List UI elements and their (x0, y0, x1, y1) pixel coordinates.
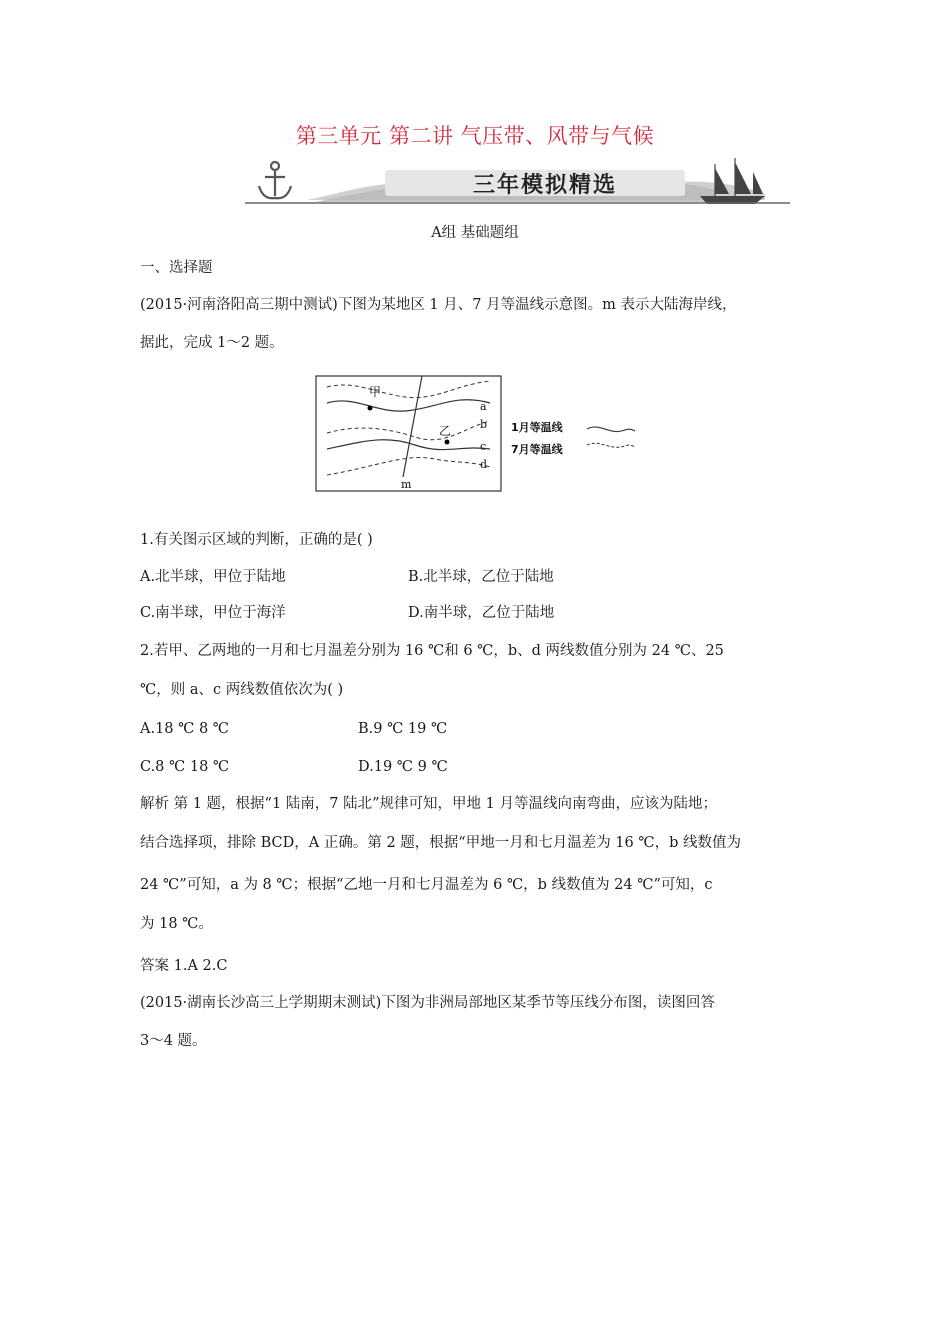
label-jia: 甲 (369, 385, 382, 399)
answer-line: 答案 1.A 2.C (140, 958, 228, 974)
q2-option-a: A.18 ℃ 8 ℃ (140, 721, 230, 737)
label-d: d (480, 458, 488, 471)
q1-option-a: A.北半球，甲位于陆地 (140, 569, 286, 585)
q2-stem-line2: ℃，则 a、c 两线数值依次为( ) (140, 682, 344, 698)
section-banner (245, 156, 790, 208)
point-jia (368, 406, 373, 411)
part-title: 一、选择题 (140, 260, 213, 276)
intro2-line1: (2015·湖南长沙高三上学期期末测试)下图为非洲局部地区某季节等压线分布图，读图回答 (140, 995, 715, 1011)
analysis-line2: 结合选择项，排除 BCD，A 正确。第 2 题，根据“甲地一月和七月温差为 16 ℃，b 线数值为 (140, 835, 741, 851)
analysis-line1: 解析 第 1 题，根据“1 陆南，7 陆北”规律可知，甲地 1 月等温线向南弯曲，应该为陆地； (140, 796, 717, 812)
q1-option-b: B.北半球，乙位于陆地 (408, 569, 554, 585)
group-title: A组 基础题组 (431, 225, 519, 241)
label-b: b (480, 418, 488, 431)
legend-jan-line (587, 427, 635, 432)
map-frame (316, 376, 501, 491)
q1-stem: 1.有关图示区域的判断，正确的是( ) (140, 532, 373, 548)
legend-jul-line (587, 443, 635, 447)
intro1-line1: (2015·河南洛阳高三期中测试)下图为某地区 1 月、7 月等温线示意图。m 表示大陆海岸线， (140, 297, 737, 313)
analysis-line3: 24 ℃”可知，a 为 8 ℃；根据“乙地一月和七月温差为 6 ℃，b 线数值为 24 ℃”可知，c (140, 877, 713, 893)
intro1-line2: 据此，完成 1～2 题。 (140, 335, 284, 351)
legend-jan-label: 1月等温线 (511, 421, 563, 434)
q2-option-b: B.9 ℃ 19 ℃ (358, 721, 448, 737)
label-a: a (480, 400, 487, 413)
legend-jul-label: 7月等温线 (511, 443, 563, 456)
anchor-icon (259, 162, 291, 198)
analysis-line4: 为 18 ℃。 (140, 916, 213, 932)
q2-stem-line1: 2.若甲、乙两地的一月和七月温差分别为 16 ℃和 6 ℃，b、d 两线数值分别为 24 ℃、25 (140, 643, 724, 659)
intro2-line2: 3～4 题。 (140, 1033, 207, 1049)
q1-option-c: C.南半球，甲位于海洋 (140, 605, 286, 621)
point-yi (445, 440, 450, 445)
isotherm-figure (315, 375, 645, 493)
label-c: c (480, 440, 487, 453)
q2-option-d: D.19 ℃ 9 ℃ (358, 759, 448, 775)
q2-option-c: C.8 ℃ 18 ℃ (140, 759, 230, 775)
label-yi: 乙 (439, 424, 452, 438)
q1-option-d: D.南半球，乙位于陆地 (408, 605, 555, 621)
banner-text: 三年模拟精选 (473, 173, 618, 198)
page-title: 第三单元 第二讲 气压带、风带与气候 (295, 124, 655, 148)
ship-icon (700, 158, 765, 204)
label-m: m (401, 478, 412, 491)
